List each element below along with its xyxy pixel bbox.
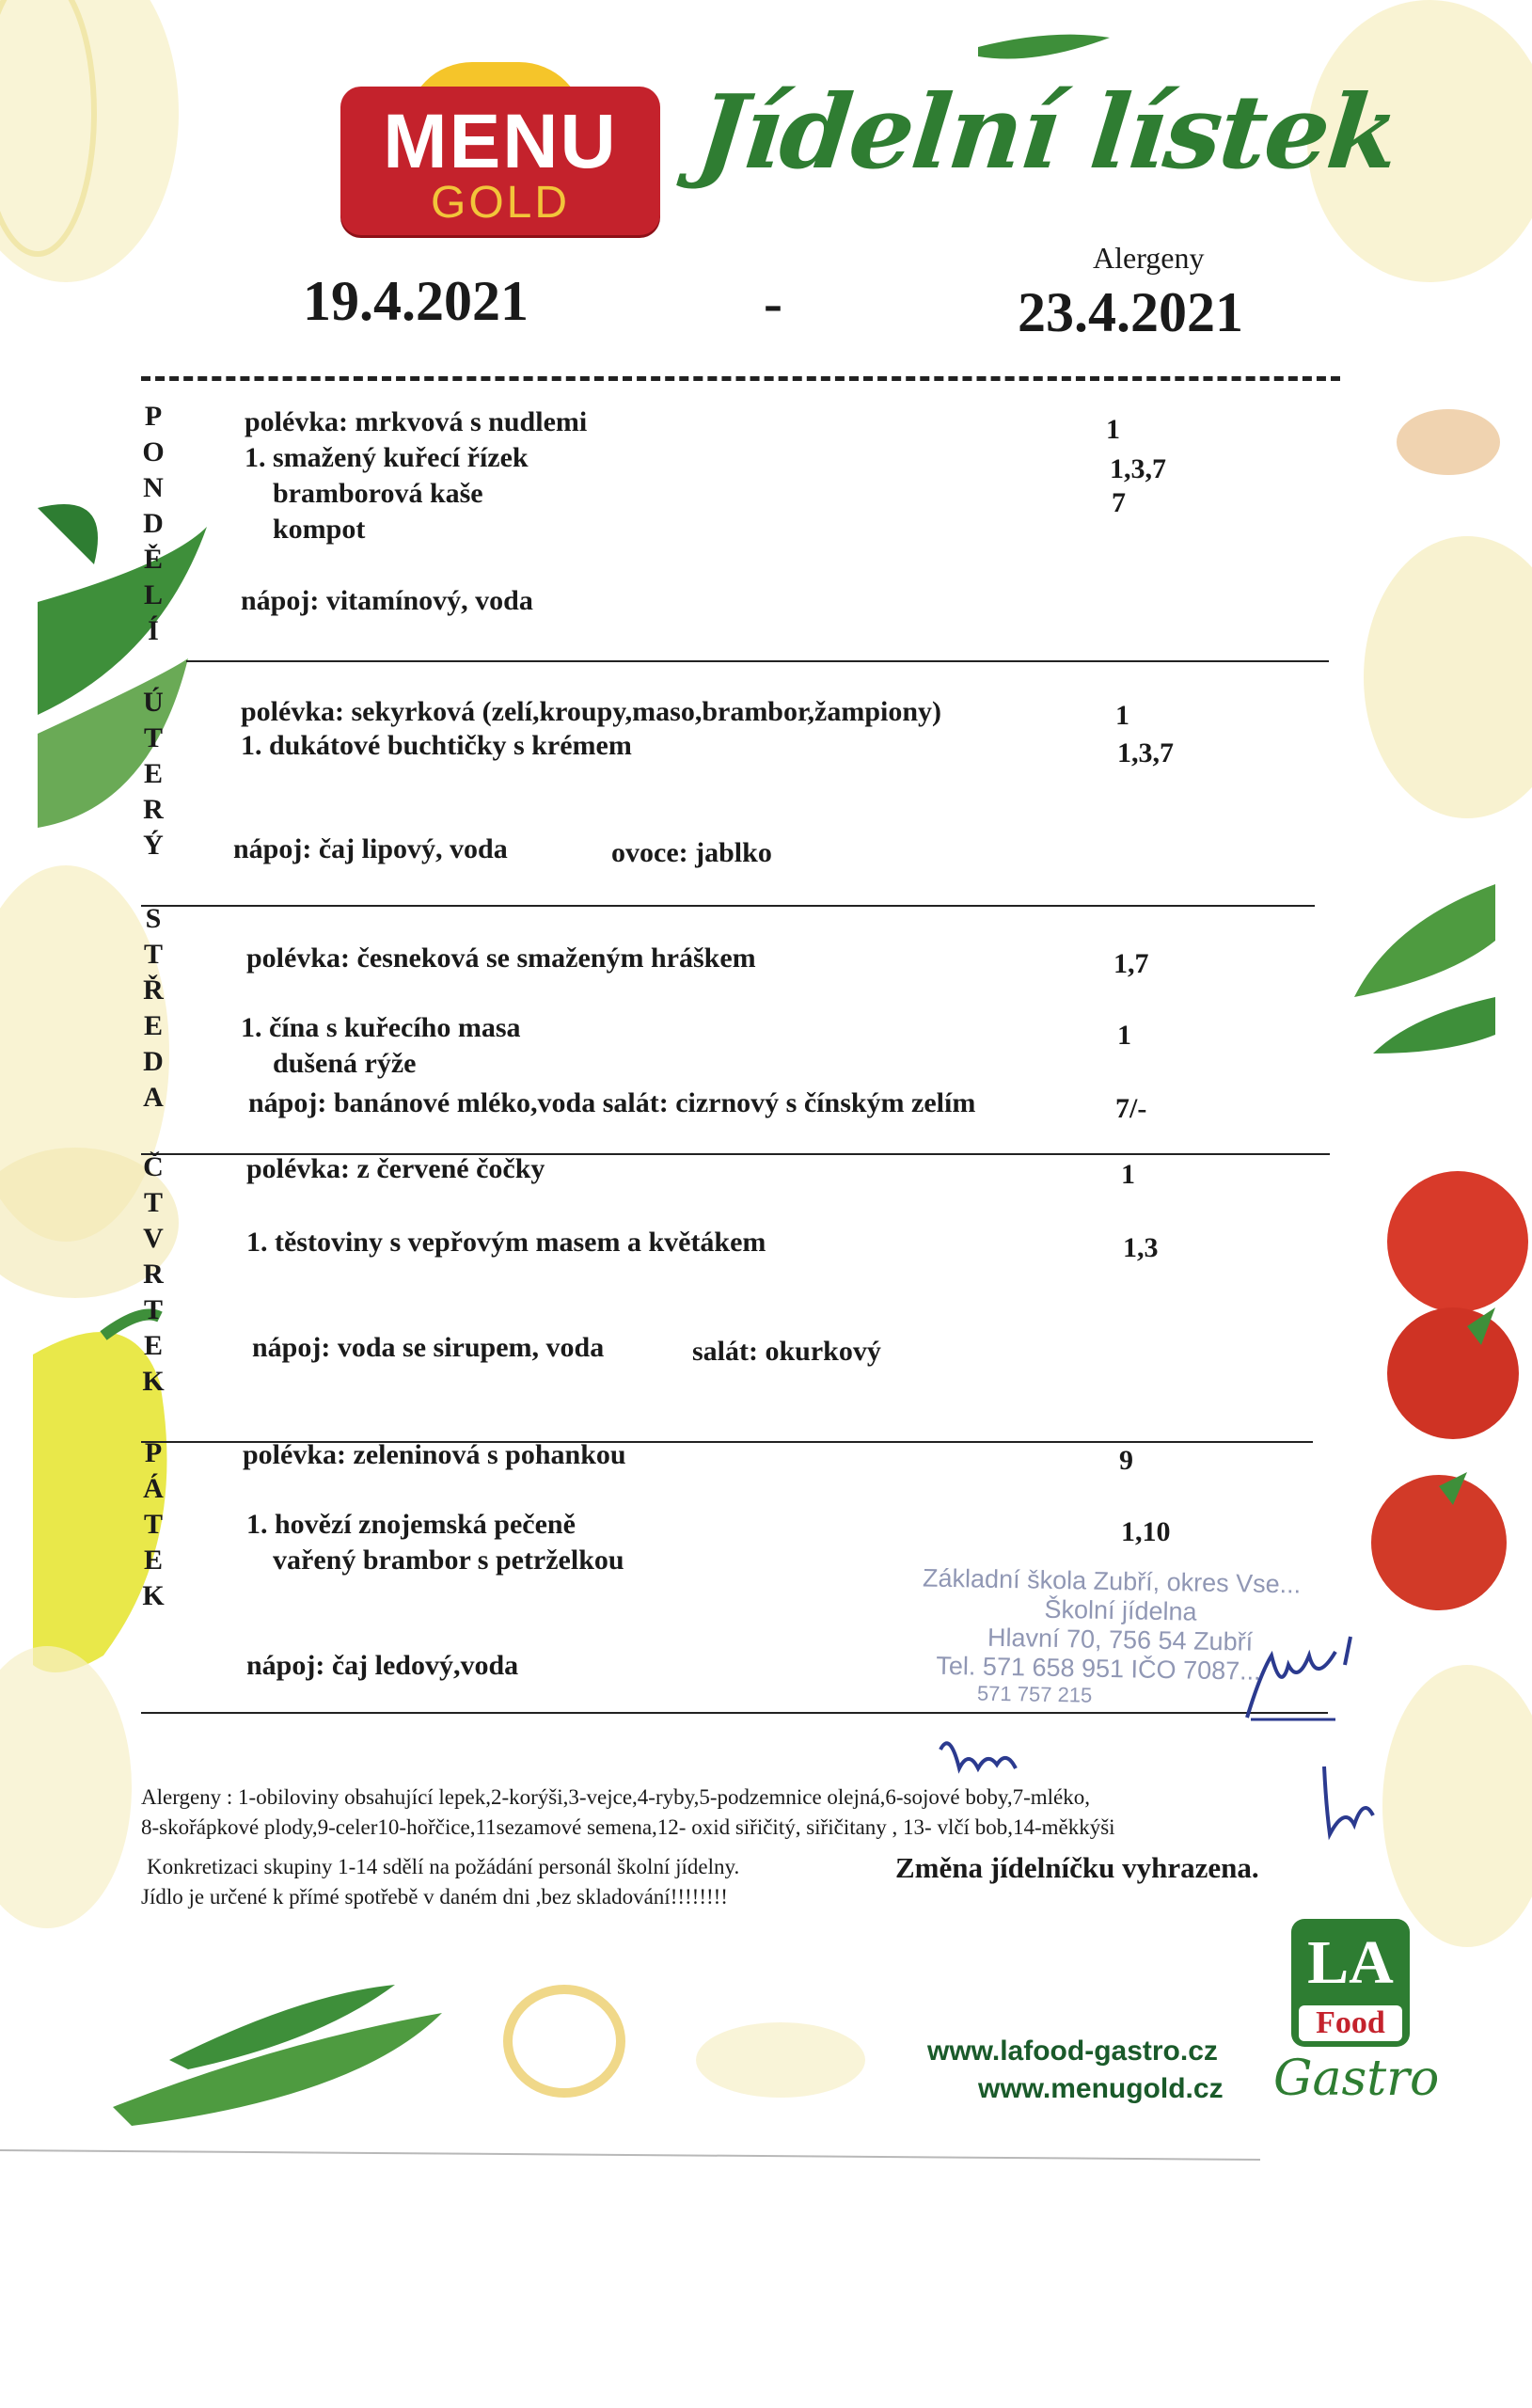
allergen-codes: 9 — [1119, 1445, 1133, 1476]
stamp-line: Školní jídelna — [1044, 1594, 1197, 1626]
url-menugold[interactable]: www.menugold.cz — [978, 2073, 1224, 2104]
day-label-tuesday: Ú T E R Ý — [143, 687, 164, 861]
allergen-codes: 1,3 — [1123, 1232, 1159, 1263]
change-note: Změna jídelníčku vyhrazena. — [895, 1851, 1259, 1884]
allergen-codes: 1 — [1117, 1020, 1131, 1051]
allergen-codes: 1,7 — [1113, 948, 1149, 979]
date-separator: - — [764, 272, 782, 334]
url-lafood[interactable]: www.lafood-gastro.cz — [927, 2036, 1218, 2067]
allergens-legend-line: Alergeny : 1-obiloviny obsahující lepek,2-korýši,3-vejce,4-ryby,5-podzemnice olejná,6-sojové boby,7-mléko, — [141, 1785, 1090, 1809]
menu-item: 1. smažený kuřecí řízek — [245, 442, 529, 473]
stamp-line: Základní škola Zubří, okres Vse... — [922, 1563, 1302, 1599]
menu-item: salát: okurkový — [692, 1336, 881, 1367]
menu-item: ovoce: jablko — [611, 837, 772, 868]
menu-item: polévka: česneková se smaženým hráškem — [246, 943, 756, 974]
menu-item: 1. těstoviny s vepřovým masem a květákem — [246, 1227, 766, 1258]
menu-item: kompot — [273, 514, 366, 545]
menu-item: nápoj: voda se sirupem, voda — [252, 1332, 605, 1363]
menu-item: vařený brambor s petrželkou — [273, 1545, 624, 1576]
date-from: 19.4.2021 — [303, 270, 529, 332]
allergen-codes: 1 — [1115, 700, 1129, 731]
menu-item: polévka: mrkvová s nudlemi — [245, 406, 588, 437]
day-label-wednesday: S T Ř E D A — [143, 903, 164, 1113]
allergen-codes: 1,10 — [1121, 1516, 1171, 1547]
menu-item: nápoj: banánové mléko,voda salát: cizrnový s čínským zelím — [248, 1087, 976, 1118]
menu-item: 1. čína s kuřecího masa — [241, 1012, 521, 1043]
menu-item: polévka: z červené čočky — [246, 1153, 545, 1184]
day-label-thursday: Č T V R T E K — [142, 1151, 165, 1397]
menu-item: bramborová kaše — [273, 478, 483, 509]
logo-food-box — [1299, 2005, 1402, 2041]
logo-gastro-text: Gastro — [1273, 2051, 1440, 2107]
logo-food-text: Food — [1316, 2005, 1385, 2040]
consumption-note: Jídlo je určené k přímé spotřebě v daném dni ,bez skladování!!!!!!!! — [141, 1885, 728, 1909]
stamp-line: Hlavní 70, 756 54 Zubří — [987, 1623, 1254, 1656]
stamp-line: Tel. 571 658 951 IČO 7087... — [936, 1651, 1261, 1686]
allergens-label: Alergeny — [1093, 241, 1205, 275]
allergen-codes: 1,3,7 — [1117, 737, 1174, 768]
allergen-codes: 1 — [1121, 1159, 1135, 1190]
logo-la-text: LA — [1307, 1928, 1394, 1997]
menu-item: polévka: zeleninová s pohankou — [243, 1439, 626, 1470]
concretization-note: Konkretizaci skupiny 1-14 sdělí na požádání personál školní jídelny. — [147, 1855, 740, 1878]
menu-item: nápoj: čaj lipový, voda — [233, 833, 508, 864]
day-label-friday: P Á T E K — [142, 1437, 165, 1611]
allergen-codes: 1 — [1106, 414, 1120, 445]
menu-item: dušená rýže — [273, 1048, 417, 1079]
allergens-legend-line: 8-skořápkové plody,9-celer10-hořčice,11sezamové semena,12- oxid siřičitý, siřičitany , 13- vlčí bob,14-měkkýši — [141, 1815, 1115, 1839]
date-to: 23.4.2021 — [1018, 281, 1243, 343]
menu-item: nápoj: čaj ledový,voda — [246, 1650, 519, 1681]
logo-menu-text: MENU — [383, 99, 618, 184]
page-title: Jídelní lístek — [691, 73, 1403, 192]
menu-item: 1. dukátové buchtičky s krémem — [241, 730, 632, 761]
allergen-codes: 7 — [1112, 487, 1126, 518]
menu-item: polévka: sekyrková (zelí,kroupy,maso,brambor,žampiony) — [241, 696, 942, 727]
allergen-codes: 1,3,7 — [1110, 453, 1166, 484]
menu-item: 1. hovězí znojemská pečeně — [246, 1509, 576, 1540]
allergen-codes: 7/- — [1115, 1093, 1147, 1124]
menu-item: nápoj: vitamínový, voda — [241, 585, 533, 616]
day-label-monday: P O N D Ě L Í — [142, 401, 165, 646]
lafood-logo — [1291, 1919, 1410, 2047]
logo-gold-text: GOLD — [430, 178, 571, 228]
stamp-line: 571 757 215 — [976, 1681, 1093, 1707]
